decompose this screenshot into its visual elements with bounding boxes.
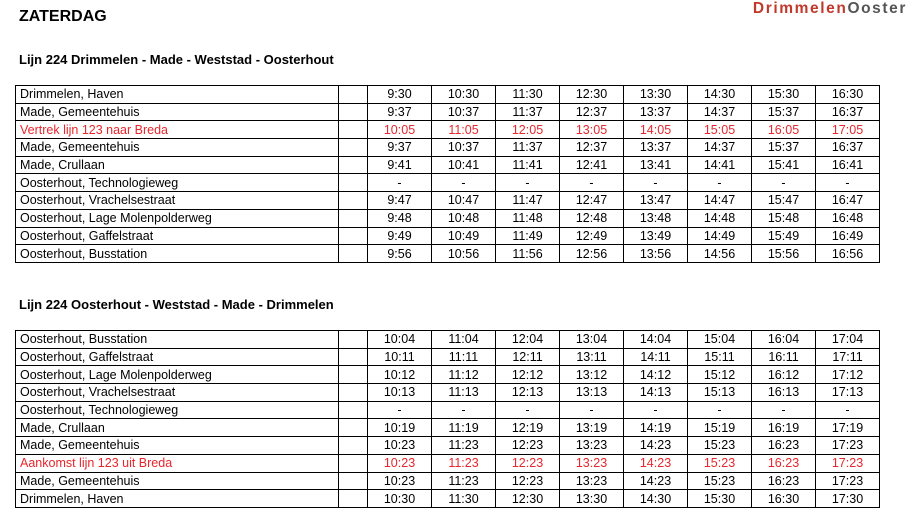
table-row bbox=[16, 174, 880, 192]
departure-time: 10:19 bbox=[368, 419, 432, 437]
departure-time: 12:13 bbox=[496, 384, 560, 402]
departure-time: 15:37 bbox=[752, 139, 816, 157]
departure-time: 13:56 bbox=[624, 245, 688, 263]
departure-time: 12:19 bbox=[496, 419, 560, 437]
departure-time: 15:23 bbox=[688, 454, 752, 472]
departure-time: - bbox=[688, 401, 752, 419]
section-title-outbound: Lijn 224 Drimmelen - Made - Weststad - Oosterhout bbox=[19, 52, 334, 67]
departure-time: 15:13 bbox=[688, 384, 752, 402]
departure-time: 13:47 bbox=[624, 192, 688, 210]
departure-time: 10:30 bbox=[432, 86, 496, 104]
departure-time: 15:30 bbox=[752, 86, 816, 104]
departure-time: - bbox=[368, 174, 432, 192]
departure-time: 14:56 bbox=[688, 245, 752, 263]
departure-time: - bbox=[560, 174, 624, 192]
departure-time: 10:47 bbox=[432, 192, 496, 210]
departure-time: 11:13 bbox=[432, 384, 496, 402]
departure-time: 11:37 bbox=[496, 139, 560, 157]
departure-time: 13:49 bbox=[624, 227, 688, 245]
spacer-cell bbox=[339, 156, 368, 174]
departure-time: 14:19 bbox=[624, 419, 688, 437]
stop-name: Oosterhout, Busstation bbox=[16, 245, 339, 263]
table-row bbox=[16, 86, 880, 104]
departure-time: 10:49 bbox=[432, 227, 496, 245]
table-row bbox=[16, 121, 880, 139]
departure-time: 16:30 bbox=[816, 86, 880, 104]
departure-time: - bbox=[816, 401, 880, 419]
departure-time: 12:47 bbox=[560, 192, 624, 210]
departure-time: 14:41 bbox=[688, 156, 752, 174]
spacer-cell bbox=[339, 401, 368, 419]
table-row bbox=[16, 103, 880, 121]
stop-name: Oosterhout, Gaffelstraat bbox=[16, 348, 339, 366]
table-row bbox=[16, 384, 880, 402]
departure-time: 15:49 bbox=[752, 227, 816, 245]
departure-time: 14:05 bbox=[624, 121, 688, 139]
stop-name: Oosterhout, Vrachelsestraat bbox=[16, 384, 339, 402]
departure-time: 15:23 bbox=[688, 472, 752, 490]
departure-time: 13:41 bbox=[624, 156, 688, 174]
spacer-cell bbox=[339, 86, 368, 104]
logo-text-part1: Drimmelen bbox=[752, 0, 848, 17]
departure-time: 11:19 bbox=[432, 419, 496, 437]
departure-time: 11:04 bbox=[432, 331, 496, 349]
departure-time: 9:48 bbox=[368, 209, 432, 227]
table-row bbox=[16, 348, 880, 366]
departure-time: 12:48 bbox=[560, 209, 624, 227]
departure-time: 13:23 bbox=[560, 472, 624, 490]
departure-time: - bbox=[496, 401, 560, 419]
departure-time: 12:04 bbox=[496, 331, 560, 349]
departure-time: 9:47 bbox=[368, 192, 432, 210]
departure-time: 12:56 bbox=[560, 245, 624, 263]
departure-time: 17:12 bbox=[816, 366, 880, 384]
table-row bbox=[16, 209, 880, 227]
table-row bbox=[16, 490, 880, 508]
departure-time: - bbox=[688, 174, 752, 192]
departure-time: 12:23 bbox=[496, 472, 560, 490]
table-row bbox=[16, 139, 880, 157]
departure-time: 13:30 bbox=[560, 490, 624, 508]
departure-time: 10:37 bbox=[432, 103, 496, 121]
departure-time: 15:30 bbox=[688, 490, 752, 508]
stop-name: Made, Crullaan bbox=[16, 156, 339, 174]
spacer-cell bbox=[339, 472, 368, 490]
departure-time: 16:11 bbox=[752, 348, 816, 366]
departure-time: 16:23 bbox=[752, 472, 816, 490]
departure-time: 14:11 bbox=[624, 348, 688, 366]
spacer-cell bbox=[339, 437, 368, 455]
departure-time: 11:56 bbox=[496, 245, 560, 263]
timetable-return bbox=[15, 330, 880, 508]
departure-time: 9:49 bbox=[368, 227, 432, 245]
departure-time: 9:56 bbox=[368, 245, 432, 263]
stop-name: Made, Gemeentehuis bbox=[16, 103, 339, 121]
departure-time: 11:12 bbox=[432, 366, 496, 384]
stop-name: Oosterhout, Lage Molenpolderweg bbox=[16, 209, 339, 227]
departure-time: 16:37 bbox=[816, 139, 880, 157]
departure-time: 13:05 bbox=[560, 121, 624, 139]
departure-time: 12:41 bbox=[560, 156, 624, 174]
stop-name: Oosterhout, Vrachelsestraat bbox=[16, 192, 339, 210]
departure-time: - bbox=[624, 401, 688, 419]
departure-time: 14:23 bbox=[624, 437, 688, 455]
spacer-cell bbox=[339, 384, 368, 402]
departure-time: 11:37 bbox=[496, 103, 560, 121]
spacer-cell bbox=[339, 174, 368, 192]
departure-time: 10:04 bbox=[368, 331, 432, 349]
departure-time: 14:23 bbox=[624, 472, 688, 490]
departure-time: 11:23 bbox=[432, 437, 496, 455]
departure-time: 11:47 bbox=[496, 192, 560, 210]
departure-time: 13:04 bbox=[560, 331, 624, 349]
stop-name: Aankomst lijn 123 uit Breda bbox=[16, 454, 339, 472]
departure-time: - bbox=[624, 174, 688, 192]
departure-time: 10:12 bbox=[368, 366, 432, 384]
departure-time: 10:41 bbox=[432, 156, 496, 174]
departure-time: 11:23 bbox=[432, 454, 496, 472]
stop-name: Oosterhout, Busstation bbox=[16, 331, 339, 349]
table-row bbox=[16, 227, 880, 245]
departure-time: 11:11 bbox=[432, 348, 496, 366]
departure-time: - bbox=[368, 401, 432, 419]
departure-time: 11:05 bbox=[432, 121, 496, 139]
departure-time: 10:37 bbox=[432, 139, 496, 157]
departure-time: 11:41 bbox=[496, 156, 560, 174]
departure-time: 9:37 bbox=[368, 103, 432, 121]
departure-time: 17:19 bbox=[816, 419, 880, 437]
departure-time: 12:11 bbox=[496, 348, 560, 366]
departure-time: 15:12 bbox=[688, 366, 752, 384]
departure-time: 16:13 bbox=[752, 384, 816, 402]
departure-time: 17:23 bbox=[816, 437, 880, 455]
departure-time: 13:48 bbox=[624, 209, 688, 227]
departure-time: 10:30 bbox=[368, 490, 432, 508]
departure-time: 12:37 bbox=[560, 139, 624, 157]
departure-time: 12:23 bbox=[496, 454, 560, 472]
spacer-cell bbox=[339, 103, 368, 121]
departure-time: - bbox=[432, 174, 496, 192]
departure-time: 14:48 bbox=[688, 209, 752, 227]
spacer-cell bbox=[339, 490, 368, 508]
page-title: ZATERDAG bbox=[19, 8, 107, 25]
departure-time: - bbox=[752, 174, 816, 192]
departure-time: 12:12 bbox=[496, 366, 560, 384]
stop-name: Oosterhout, Lage Molenpolderweg bbox=[16, 366, 339, 384]
departure-time: 12:30 bbox=[496, 490, 560, 508]
stop-name: Made, Gemeentehuis bbox=[16, 437, 339, 455]
departure-time: 11:30 bbox=[496, 86, 560, 104]
departure-time: - bbox=[816, 174, 880, 192]
departure-time: - bbox=[432, 401, 496, 419]
stop-name: Vertrek lijn 123 naar Breda bbox=[16, 121, 339, 139]
departure-time: 11:30 bbox=[432, 490, 496, 508]
departure-time: 10:11 bbox=[368, 348, 432, 366]
departure-time: 16:05 bbox=[752, 121, 816, 139]
departure-time: 14:12 bbox=[624, 366, 688, 384]
departure-time: 15:48 bbox=[752, 209, 816, 227]
departure-time: 14:30 bbox=[688, 86, 752, 104]
stop-name: Made, Gemeentehuis bbox=[16, 472, 339, 490]
departure-time: 13:23 bbox=[560, 454, 624, 472]
spacer-cell bbox=[339, 209, 368, 227]
table-row bbox=[16, 454, 880, 472]
departure-time: 16:19 bbox=[752, 419, 816, 437]
timetable-outbound bbox=[15, 85, 880, 263]
stop-name: Oosterhout, Technologieweg bbox=[16, 401, 339, 419]
departure-time: 14:04 bbox=[624, 331, 688, 349]
departure-time: 13:23 bbox=[560, 437, 624, 455]
departure-time: 16:47 bbox=[816, 192, 880, 210]
spacer-cell bbox=[339, 227, 368, 245]
departure-time: 16:12 bbox=[752, 366, 816, 384]
departure-time: 15:11 bbox=[688, 348, 752, 366]
departure-time: 12:05 bbox=[496, 121, 560, 139]
departure-time: 10:23 bbox=[368, 437, 432, 455]
spacer-cell bbox=[339, 192, 368, 210]
departure-time: - bbox=[560, 401, 624, 419]
departure-time: 10:05 bbox=[368, 121, 432, 139]
spacer-cell bbox=[339, 348, 368, 366]
departure-time: 9:37 bbox=[368, 139, 432, 157]
stop-name: Drimmelen, Haven bbox=[16, 86, 339, 104]
departure-time: 13:13 bbox=[560, 384, 624, 402]
departure-time: 10:48 bbox=[432, 209, 496, 227]
table-row bbox=[16, 401, 880, 419]
departure-time: 15:19 bbox=[688, 419, 752, 437]
stop-name: Made, Crullaan bbox=[16, 419, 339, 437]
departure-time: 16:30 bbox=[752, 490, 816, 508]
table-row bbox=[16, 156, 880, 174]
departure-time: 12:49 bbox=[560, 227, 624, 245]
departure-time: 11:23 bbox=[432, 472, 496, 490]
departure-time: 15:23 bbox=[688, 437, 752, 455]
spacer-cell bbox=[339, 331, 368, 349]
departure-time: 15:37 bbox=[752, 103, 816, 121]
departure-time: 15:04 bbox=[688, 331, 752, 349]
departure-time: 14:47 bbox=[688, 192, 752, 210]
departure-time: 16:37 bbox=[816, 103, 880, 121]
stop-name: Drimmelen, Haven bbox=[16, 490, 339, 508]
departure-time: 16:56 bbox=[816, 245, 880, 263]
departure-time: 13:11 bbox=[560, 348, 624, 366]
departure-time: 11:49 bbox=[496, 227, 560, 245]
departure-time: 10:23 bbox=[368, 454, 432, 472]
departure-time: 12:30 bbox=[560, 86, 624, 104]
departure-time: 11:48 bbox=[496, 209, 560, 227]
departure-time: 16:48 bbox=[816, 209, 880, 227]
spacer-cell bbox=[339, 454, 368, 472]
spacer-cell bbox=[339, 419, 368, 437]
logo bbox=[753, 0, 907, 18]
departure-time: 16:23 bbox=[752, 454, 816, 472]
departure-time: 13:37 bbox=[624, 103, 688, 121]
departure-time: 14:23 bbox=[624, 454, 688, 472]
departure-time: 14:49 bbox=[688, 227, 752, 245]
departure-time: 17:04 bbox=[816, 331, 880, 349]
departure-time: - bbox=[496, 174, 560, 192]
logo-text-part2: Ooster bbox=[847, 0, 907, 17]
departure-time: 14:37 bbox=[688, 103, 752, 121]
departure-time: 14:37 bbox=[688, 139, 752, 157]
departure-time: 10:56 bbox=[432, 245, 496, 263]
departure-time: 12:23 bbox=[496, 437, 560, 455]
departure-time: 17:13 bbox=[816, 384, 880, 402]
departure-time: 10:23 bbox=[368, 472, 432, 490]
spacer-cell bbox=[339, 366, 368, 384]
departure-time: 9:30 bbox=[368, 86, 432, 104]
spacer-cell bbox=[339, 121, 368, 139]
departure-time: 17:05 bbox=[816, 121, 880, 139]
spacer-cell bbox=[339, 139, 368, 157]
departure-time: 9:41 bbox=[368, 156, 432, 174]
table-row bbox=[16, 331, 880, 349]
table-row bbox=[16, 419, 880, 437]
spacer-cell bbox=[339, 245, 368, 263]
departure-time: 13:12 bbox=[560, 366, 624, 384]
departure-time: 15:56 bbox=[752, 245, 816, 263]
departure-time: 10:13 bbox=[368, 384, 432, 402]
table-row bbox=[16, 437, 880, 455]
departure-time: - bbox=[752, 401, 816, 419]
departure-time: 17:23 bbox=[816, 454, 880, 472]
stop-name: Oosterhout, Technologieweg bbox=[16, 174, 339, 192]
table-row bbox=[16, 472, 880, 490]
departure-time: 16:41 bbox=[816, 156, 880, 174]
table-row bbox=[16, 192, 880, 210]
table-row bbox=[16, 245, 880, 263]
departure-time: 16:23 bbox=[752, 437, 816, 455]
stop-name: Made, Gemeentehuis bbox=[16, 139, 339, 157]
stop-name: Oosterhout, Gaffelstraat bbox=[16, 227, 339, 245]
departure-time: 16:04 bbox=[752, 331, 816, 349]
section-title-return: Lijn 224 Oosterhout - Weststad - Made - Drimmelen bbox=[19, 297, 334, 312]
departure-time: 15:47 bbox=[752, 192, 816, 210]
departure-time: 13:19 bbox=[560, 419, 624, 437]
departure-time: 15:41 bbox=[752, 156, 816, 174]
departure-time: 12:37 bbox=[560, 103, 624, 121]
departure-time: 17:11 bbox=[816, 348, 880, 366]
departure-time: 13:37 bbox=[624, 139, 688, 157]
departure-time: 17:30 bbox=[816, 490, 880, 508]
departure-time: 16:49 bbox=[816, 227, 880, 245]
departure-time: 14:13 bbox=[624, 384, 688, 402]
departure-time: 15:05 bbox=[688, 121, 752, 139]
departure-time: 14:30 bbox=[624, 490, 688, 508]
departure-time: 17:23 bbox=[816, 472, 880, 490]
table-row bbox=[16, 366, 880, 384]
departure-time: 13:30 bbox=[624, 86, 688, 104]
